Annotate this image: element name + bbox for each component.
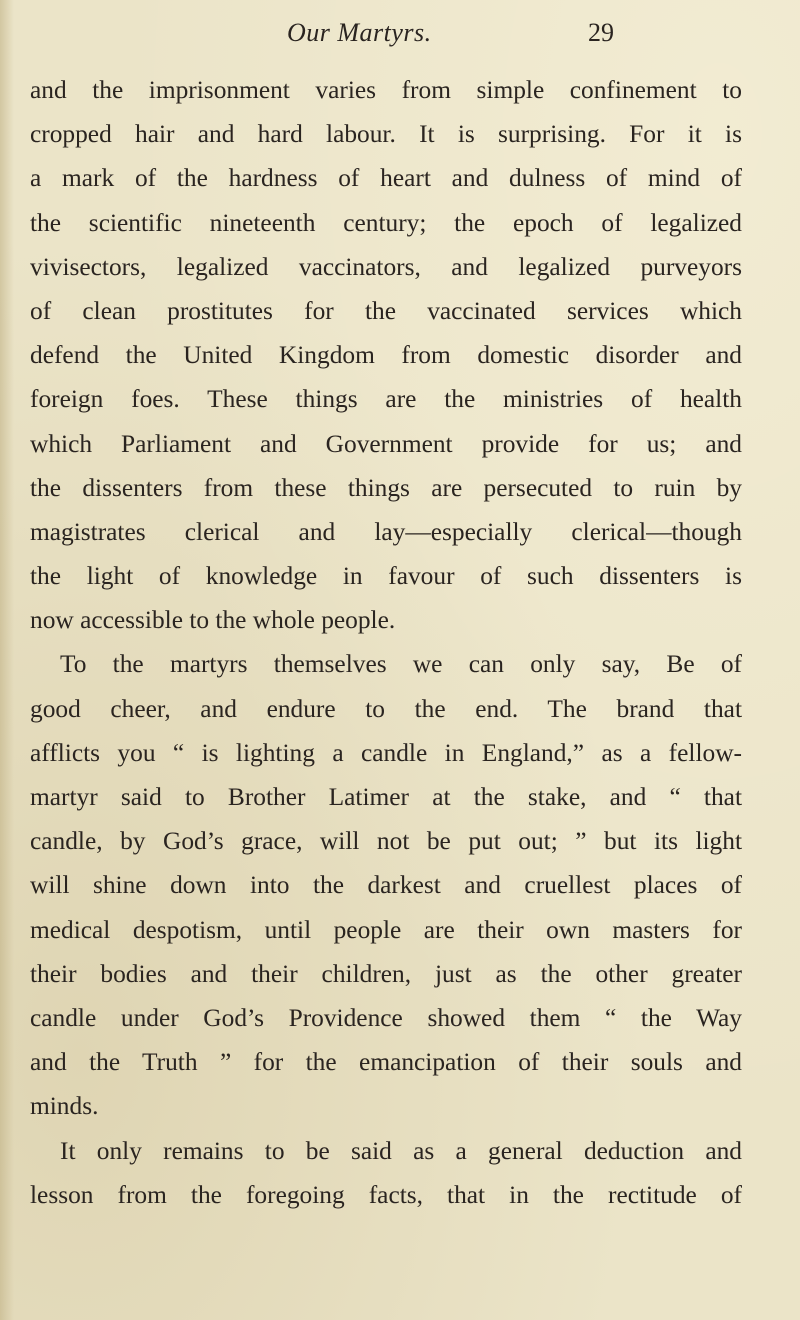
text-line: candle, by God’s grace, will not be put out; ” but its light <box>30 827 742 856</box>
text-line: candle under God’s Providence showed them “ the Way <box>30 1003 742 1032</box>
text-line: good cheer, and endure to the end. The brand that <box>30 694 742 723</box>
text-line: their bodies and their children, just as the other greater <box>30 959 742 988</box>
text-line: the dissenters from these things are persecuted to ruin by <box>30 473 742 502</box>
text-line: the scientific nineteenth century; the epoch of legalized <box>30 208 742 237</box>
page-number: 29 <box>588 18 614 47</box>
page-header <box>0 18 800 58</box>
body-text <box>30 68 742 1217</box>
text-line: medical despotism, until people are their own masters for <box>30 915 742 944</box>
text-line: martyr said to Brother Latimer at the stake, and “ that <box>30 783 742 811</box>
text-line: a mark of the hardness of heart and dulness of mind of <box>30 164 742 193</box>
text-line: the light of knowledge in favour of such dissenters is <box>30 562 742 591</box>
text-line: which Parliament and Government provide for us; and <box>30 429 742 458</box>
text-line: magistrates clerical and lay—especially clerical—though <box>30 517 742 546</box>
text-line: defend the United Kingdom from domestic disorder and <box>30 341 742 370</box>
text-line: vivisectors, legalized vaccinators, and legalized purveyors <box>30 252 742 281</box>
text-line: will shine down into the darkest and cruellest places of <box>30 871 742 900</box>
text-line: and the imprisonment varies from simple confinement to <box>30 76 742 104</box>
page-edge-shadow <box>0 0 14 1320</box>
text-line: afflicts you “ is lighting a candle in England,” as a fellow- <box>30 738 742 767</box>
text-line: To the martyrs themselves we can only say, Be of <box>60 650 742 679</box>
text-line: minds. <box>30 1092 99 1121</box>
text-line: cropped hair and hard labour. It is surprising. For it is <box>30 120 742 149</box>
text-line: and the Truth ” for the emancipation of their souls and <box>30 1048 742 1077</box>
text-line: It only remains to be said as a general deduction and <box>60 1136 742 1165</box>
running-head: Our Martyrs. <box>287 18 432 47</box>
text-line: foreign foes. These things are the ministries of health <box>30 385 742 414</box>
text-line: of clean prostitutes for the vaccinated services which <box>30 296 742 325</box>
text-line: lesson from the foregoing facts, that in the rectitude of <box>30 1180 742 1209</box>
text-line: now accessible to the whole people. <box>30 606 396 635</box>
